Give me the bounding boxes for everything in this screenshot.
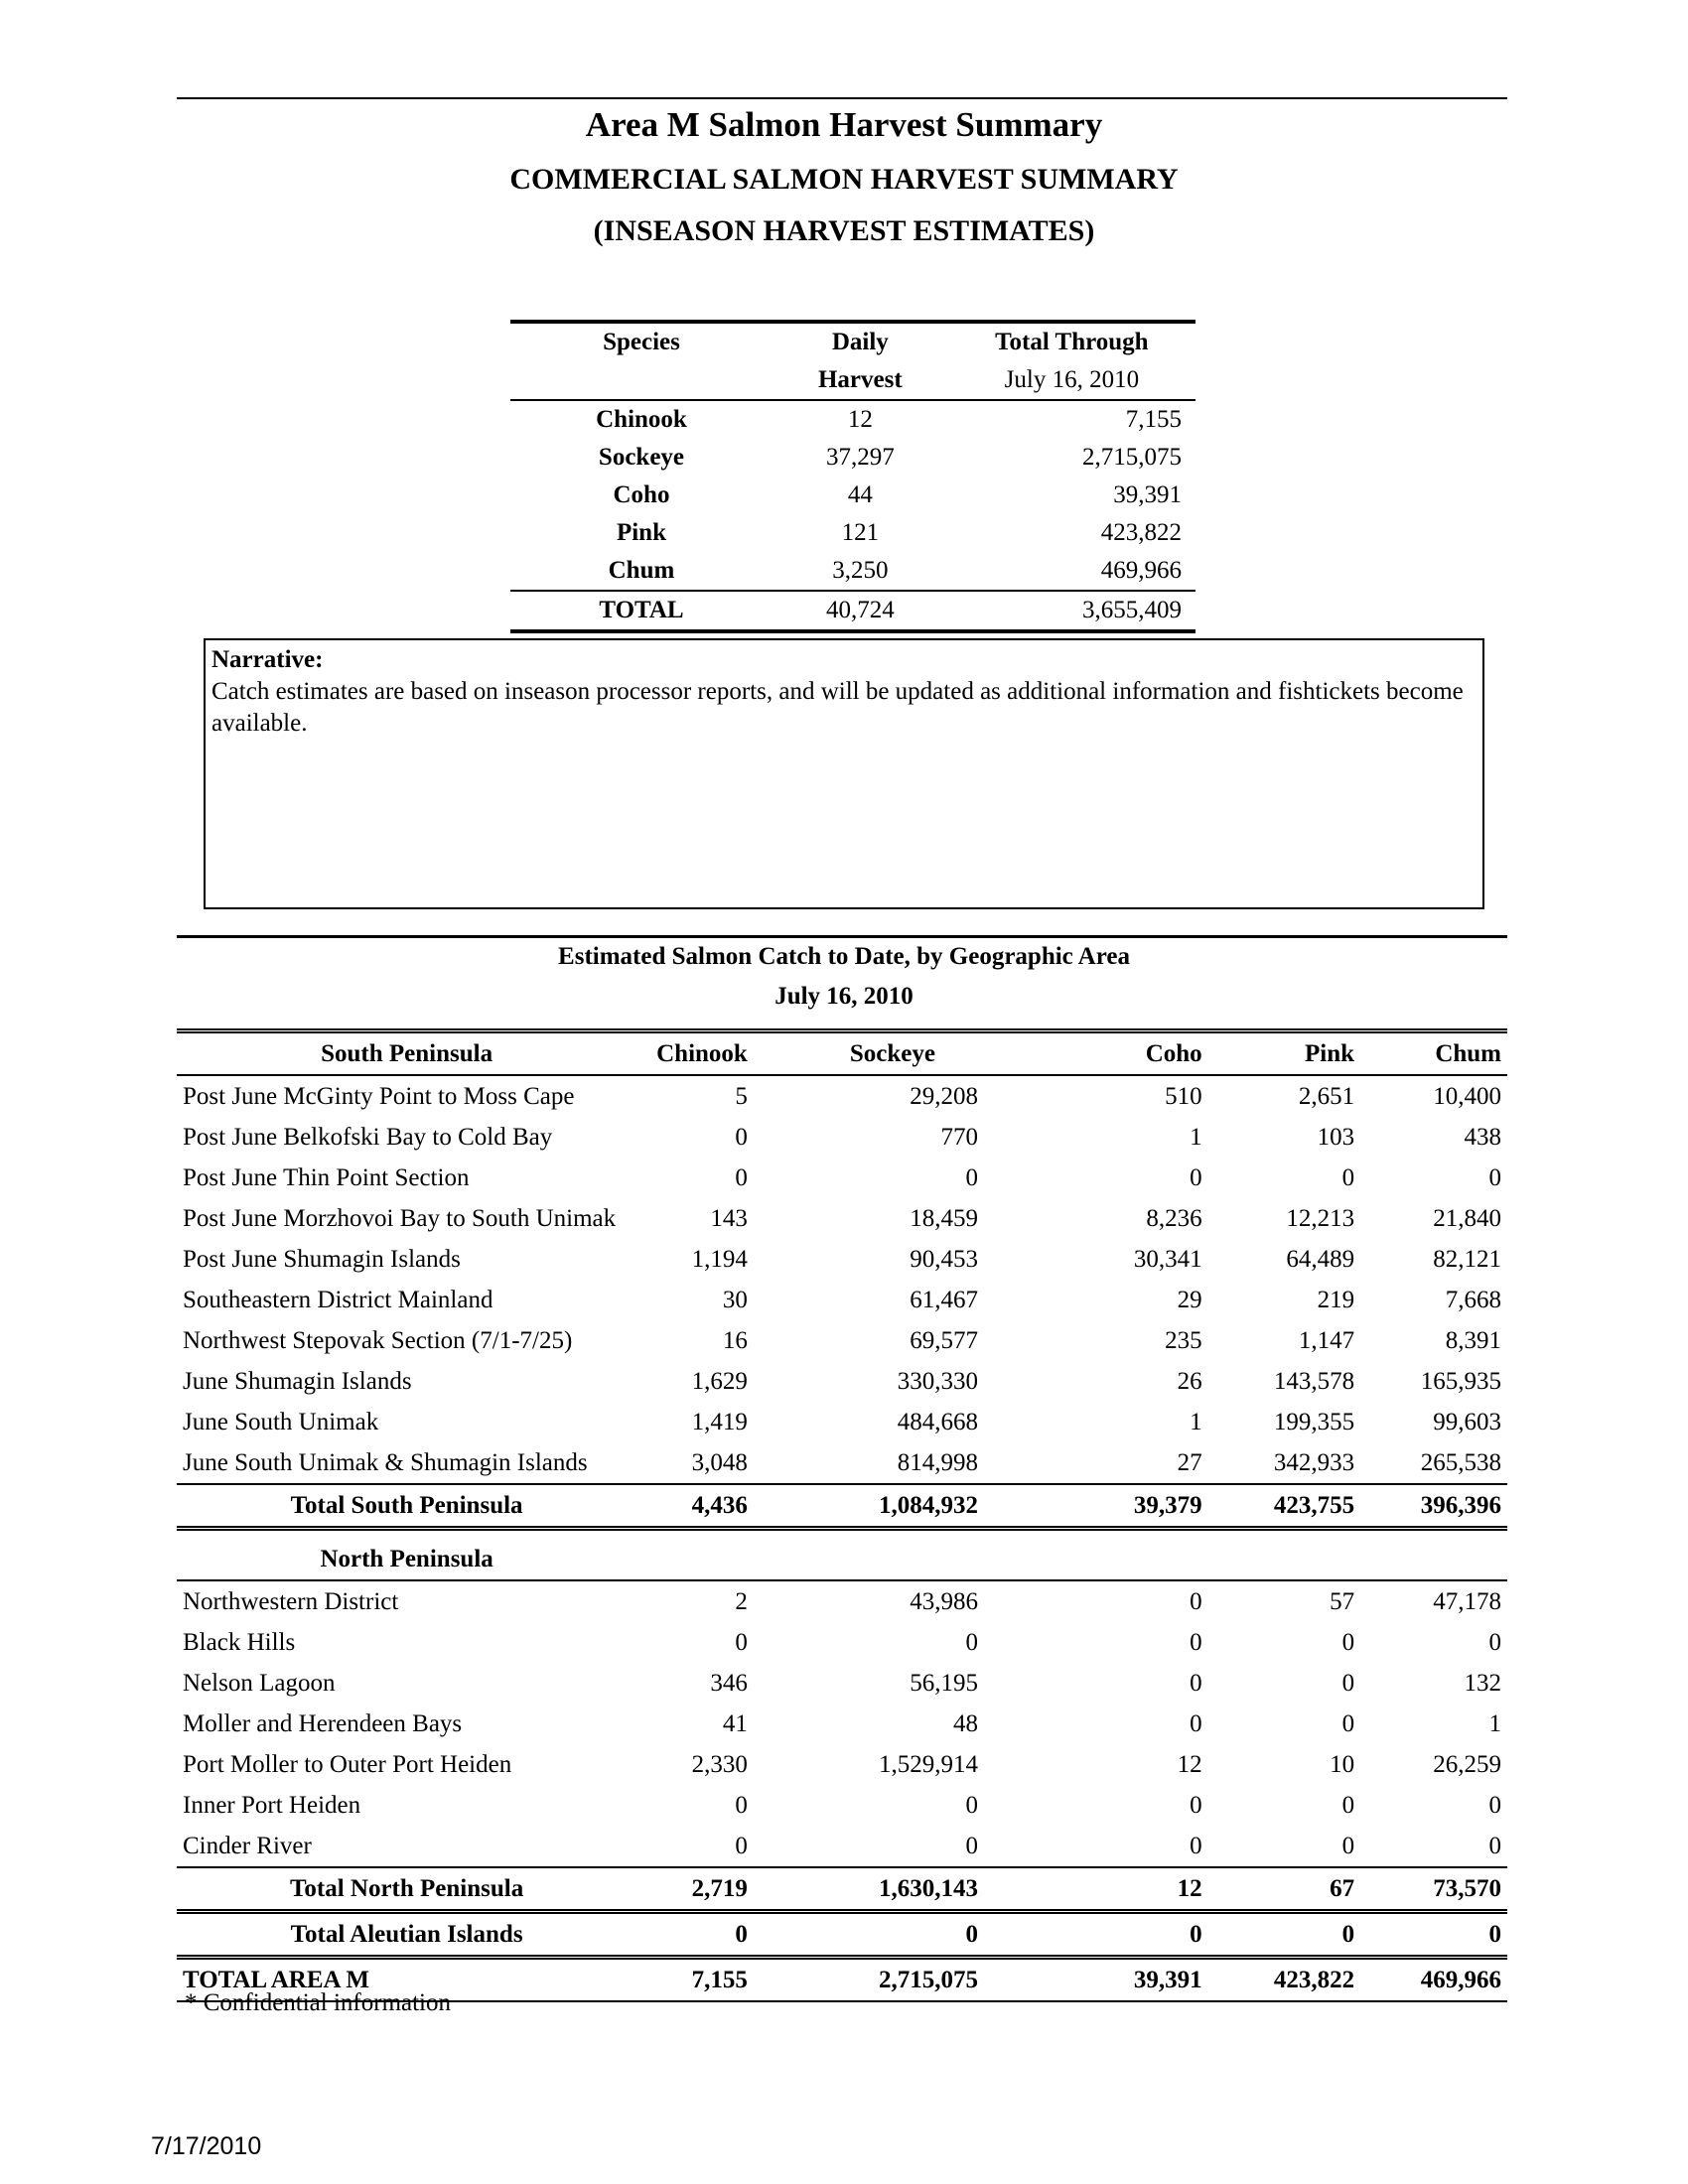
area-name: Northwest Stepovak Section (7/1-7/25) <box>183 1327 573 1354</box>
catch-value: 2,719 <box>631 1867 748 1912</box>
catch-value: 39,379 <box>978 1484 1202 1529</box>
catch-value: 265,538 <box>1420 1449 1501 1476</box>
area-name: Post June Morzhovoi Bay to South Unimak <box>183 1205 617 1232</box>
catch-value: 7,155 <box>631 1958 748 2002</box>
total-harvest: 469,966 <box>1100 557 1182 584</box>
daily-harvest: 12 <box>847 406 873 433</box>
table-row <box>510 552 1196 591</box>
total-harvest: 3,655,409 <box>948 591 1196 631</box>
catch-value: 1 <box>1488 1710 1501 1737</box>
catch-value: 12,213 <box>1286 1205 1355 1232</box>
table-row <box>177 1744 1507 1785</box>
catch-value: 26 <box>1177 1368 1202 1395</box>
catch-value: 2,651 <box>1298 1083 1355 1110</box>
table-row <box>177 1158 1507 1198</box>
table-row <box>177 1117 1507 1158</box>
area-name: Moller and Herendeen Bays <box>183 1710 463 1737</box>
species-name: Chinook <box>596 406 687 433</box>
catch-value: 30,341 <box>1133 1246 1202 1273</box>
catch-value: 0 <box>1354 1912 1507 1958</box>
daily-harvest: 37,297 <box>825 444 895 471</box>
catch-value: 0 <box>965 1629 978 1656</box>
catch-value: 1,147 <box>1298 1327 1355 1354</box>
table-row <box>177 1663 1507 1704</box>
area-name: Port Moller to Outer Port Heiden <box>183 1751 512 1778</box>
page-subtitle-2: (INSEASON HARVEST ESTIMATES) <box>593 214 1095 247</box>
table-row <box>177 1580 1507 1622</box>
area-name: Post June Shumagin Islands <box>183 1246 461 1273</box>
catch-value: 48 <box>952 1710 978 1737</box>
catch-value: 0 <box>1190 1833 1202 1859</box>
column-header: South Peninsula <box>177 1031 631 1076</box>
catch-value: 56,195 <box>910 1670 978 1697</box>
column-header-spacer <box>510 361 773 400</box>
column-header-species: Species <box>510 322 773 361</box>
catch-value: 1,629 <box>691 1368 748 1395</box>
species-name: Chum <box>608 557 675 584</box>
area-name: Cinder River <box>183 1833 312 1859</box>
total-harvest: 2,715,075 <box>1082 444 1182 471</box>
area-name: Total North Peninsula <box>177 1867 631 1912</box>
catch-value: 469,966 <box>1354 1958 1507 2002</box>
catch-value: 0 <box>1190 1670 1202 1697</box>
table-row <box>177 1075 1507 1117</box>
catch-value: 235 <box>1165 1327 1202 1354</box>
catch-value: 0 <box>965 1792 978 1819</box>
catch-value: 1,084,932 <box>748 1484 978 1529</box>
catch-value: 0 <box>1341 1792 1355 1819</box>
catch-value: 99,603 <box>1433 1409 1501 1435</box>
catch-value: 2,330 <box>691 1751 748 1778</box>
area-name: June South Unimak & Shumagin Islands <box>183 1449 588 1476</box>
catch-value: 2 <box>735 1588 748 1615</box>
species-name: Pink <box>616 519 666 546</box>
area-name: Inner Port Heiden <box>183 1792 361 1819</box>
area-name: Total Aleutian Islands <box>177 1912 631 1958</box>
page-title: Area M Salmon Harvest Summary <box>585 105 1103 144</box>
area-name: Nelson Lagoon <box>183 1670 336 1697</box>
column-header-total: Total Through <box>948 322 1196 361</box>
catch-value: 2,715,075 <box>748 1958 978 2002</box>
catch-value: 510 <box>1165 1083 1202 1110</box>
top-rule <box>177 97 1507 99</box>
area-name: TOTAL AREA M <box>177 1958 631 2002</box>
column-header: Sockeye <box>748 1031 978 1076</box>
catch-value: 346 <box>710 1670 748 1697</box>
daily-harvest: 3,250 <box>832 557 889 584</box>
column-header: Chum <box>1354 1031 1507 1076</box>
catch-value: 0 <box>1488 1629 1501 1656</box>
catch-value: 90,453 <box>910 1246 978 1273</box>
narrative-box <box>204 638 1484 909</box>
catch-value: 57 <box>1330 1588 1355 1615</box>
catch-value: 1,529,914 <box>878 1751 978 1778</box>
catch-value: 342,933 <box>1273 1449 1355 1476</box>
catch-value: 0 <box>1488 1833 1501 1859</box>
catch-value: 4,436 <box>631 1484 748 1529</box>
catch-value: 0 <box>978 1912 1202 1958</box>
catch-value: 0 <box>1488 1792 1501 1819</box>
total-harvest: 423,822 <box>1100 519 1182 546</box>
total-harvest: 7,155 <box>1125 406 1182 433</box>
catch-value: 219 <box>1317 1287 1355 1313</box>
catch-value: 0 <box>1202 1912 1354 1958</box>
catch-value: 10 <box>1330 1751 1355 1778</box>
area-name: Black Hills <box>183 1629 296 1656</box>
catch-value: 21,840 <box>1433 1205 1501 1232</box>
table-row <box>177 1622 1507 1663</box>
catch-value: 330,330 <box>897 1368 978 1395</box>
catch-value: 39,391 <box>978 1958 1202 2002</box>
catch-value: 0 <box>965 1833 978 1859</box>
daily-harvest: 40,724 <box>773 591 948 631</box>
table-row <box>510 400 1196 439</box>
catch-value: 12 <box>1177 1751 1202 1778</box>
catch-value: 103 <box>1317 1124 1355 1151</box>
spacer-row <box>177 1529 1507 1540</box>
catch-value: 1,194 <box>691 1246 748 1273</box>
catch-value: 143,578 <box>1273 1368 1355 1395</box>
catch-value: 0 <box>1341 1833 1355 1859</box>
catch-value: 18,459 <box>910 1205 978 1232</box>
page-subtitle: COMMERCIAL SALMON HARVEST SUMMARY <box>509 163 1179 196</box>
catch-value: 165,935 <box>1420 1368 1501 1395</box>
catch-value: 61,467 <box>910 1287 978 1313</box>
catch-value: 132 <box>1464 1670 1501 1697</box>
area-name: Northwestern District <box>183 1588 399 1615</box>
column-header-total-date: July 16, 2010 <box>948 361 1196 400</box>
species-summary-table <box>510 320 1196 633</box>
catch-value: 12 <box>978 1867 1202 1912</box>
column-header: Chinook <box>631 1031 748 1076</box>
area-name: Total South Peninsula <box>177 1484 631 1529</box>
table-row <box>510 439 1196 477</box>
catch-value: 0 <box>1190 1792 1202 1819</box>
table-row <box>510 477 1196 514</box>
catch-value: 5 <box>735 1083 748 1110</box>
column-header: Coho <box>978 1031 1202 1076</box>
table-row <box>177 1826 1507 1867</box>
catch-value: 0 <box>1190 1629 1202 1656</box>
area-name: June Shumagin Islands <box>183 1368 412 1395</box>
catch-value: 10,400 <box>1433 1083 1501 1110</box>
narrative-text: Catch estimates are based on inseason processor reports, and will be updated as additional information and fishtickets become available. <box>211 678 1464 737</box>
column-header: Pink <box>1202 1031 1354 1076</box>
north-peninsula-heading-row <box>177 1539 1507 1580</box>
catch-value: 438 <box>1464 1124 1501 1151</box>
total-label: TOTAL <box>510 591 773 631</box>
catch-value: 47,178 <box>1433 1588 1501 1615</box>
catch-value: 30 <box>722 1287 748 1313</box>
catch-value: 3,048 <box>691 1449 748 1476</box>
catch-value: 1,630,143 <box>748 1867 978 1912</box>
catch-value: 41 <box>722 1710 748 1737</box>
catch-value: 0 <box>1341 1670 1355 1697</box>
section-rule <box>177 935 1507 938</box>
table-row <box>177 1280 1507 1320</box>
catch-value: 0 <box>631 1912 748 1958</box>
catch-value: 0 <box>1190 1710 1202 1737</box>
catch-value: 1,419 <box>691 1409 748 1435</box>
column-header-daily-2: Harvest <box>773 361 948 400</box>
area-table-date: July 16, 2010 <box>774 983 914 1010</box>
catch-value: 16 <box>722 1327 748 1354</box>
table-row <box>177 1402 1507 1442</box>
catch-value: 0 <box>1341 1629 1355 1656</box>
area-name: June South Unimak <box>183 1409 379 1435</box>
catch-value: 0 <box>735 1124 748 1151</box>
table-row <box>177 1239 1507 1280</box>
column-header-daily: Daily <box>773 322 948 361</box>
catch-value: 484,668 <box>897 1409 978 1435</box>
catch-value: 27 <box>1177 1449 1202 1476</box>
catch-value: 0 <box>735 1629 748 1656</box>
section-heading: North Peninsula <box>177 1539 631 1580</box>
catch-value: 0 <box>1190 1588 1202 1615</box>
catch-value: 0 <box>735 1833 748 1859</box>
species-name: Sockeye <box>598 444 685 471</box>
catch-value: 69,577 <box>910 1327 978 1354</box>
catch-value: 423,755 <box>1202 1484 1354 1529</box>
catch-value: 64,489 <box>1286 1246 1355 1273</box>
catch-value: 770 <box>940 1124 978 1151</box>
total-harvest: 39,391 <box>1113 481 1182 508</box>
catch-value: 1 <box>1190 1124 1202 1151</box>
area-table-title: Estimated Salmon Catch to Date, by Geographic Area <box>558 943 1130 970</box>
catch-value: 0 <box>1190 1164 1202 1191</box>
south-peninsula-total-row <box>177 1484 1507 1529</box>
catch-value: 1 <box>1190 1409 1202 1435</box>
daily-harvest: 44 <box>847 481 873 508</box>
catch-value: 0 <box>735 1792 748 1819</box>
catch-value: 8,391 <box>1445 1327 1501 1354</box>
catch-value: 0 <box>1341 1164 1355 1191</box>
print-date: 7/17/2010 <box>151 2132 262 2160</box>
table-row <box>510 514 1196 552</box>
north-peninsula-total-row <box>177 1867 1507 1912</box>
narrative-label: Narrative: <box>211 646 324 673</box>
area-name: Southeastern District Mainland <box>183 1287 493 1313</box>
table-row <box>177 1198 1507 1239</box>
footnote: * Confidential information <box>185 1989 452 2016</box>
catch-value: 0 <box>735 1164 748 1191</box>
catch-value: 67 <box>1202 1867 1354 1912</box>
catch-value: 423,822 <box>1202 1958 1354 2002</box>
catch-value: 0 <box>748 1912 978 1958</box>
catch-value: 199,355 <box>1273 1409 1355 1435</box>
table-row <box>177 1361 1507 1402</box>
geographic-area-table <box>177 1028 1507 2002</box>
total-row <box>510 591 1196 631</box>
catch-value: 43,986 <box>910 1588 978 1615</box>
catch-value: 26,259 <box>1433 1751 1501 1778</box>
table-row <box>177 1320 1507 1361</box>
catch-value: 82,121 <box>1433 1246 1501 1273</box>
aleutian-islands-total-row <box>177 1912 1507 1958</box>
catch-value: 814,998 <box>897 1449 978 1476</box>
table-row <box>177 1785 1507 1826</box>
catch-value: 0 <box>965 1164 978 1191</box>
table-row <box>177 1442 1507 1484</box>
catch-value: 143 <box>710 1205 748 1232</box>
catch-value: 29,208 <box>910 1083 978 1110</box>
species-name: Coho <box>613 481 670 508</box>
table-row <box>177 1704 1507 1744</box>
area-name: Post June Thin Point Section <box>183 1164 470 1191</box>
catch-value: 29 <box>1177 1287 1202 1313</box>
catch-value: 0 <box>1488 1164 1501 1191</box>
catch-value: 8,236 <box>1146 1205 1202 1232</box>
area-name: Post June McGinty Point to Moss Cape <box>183 1083 575 1110</box>
catch-value: 73,570 <box>1354 1867 1507 1912</box>
catch-value: 0 <box>1341 1710 1355 1737</box>
daily-harvest: 121 <box>841 519 880 546</box>
area-name: Post June Belkofski Bay to Cold Bay <box>183 1124 553 1151</box>
catch-value: 7,668 <box>1445 1287 1501 1313</box>
catch-value: 396,396 <box>1354 1484 1507 1529</box>
